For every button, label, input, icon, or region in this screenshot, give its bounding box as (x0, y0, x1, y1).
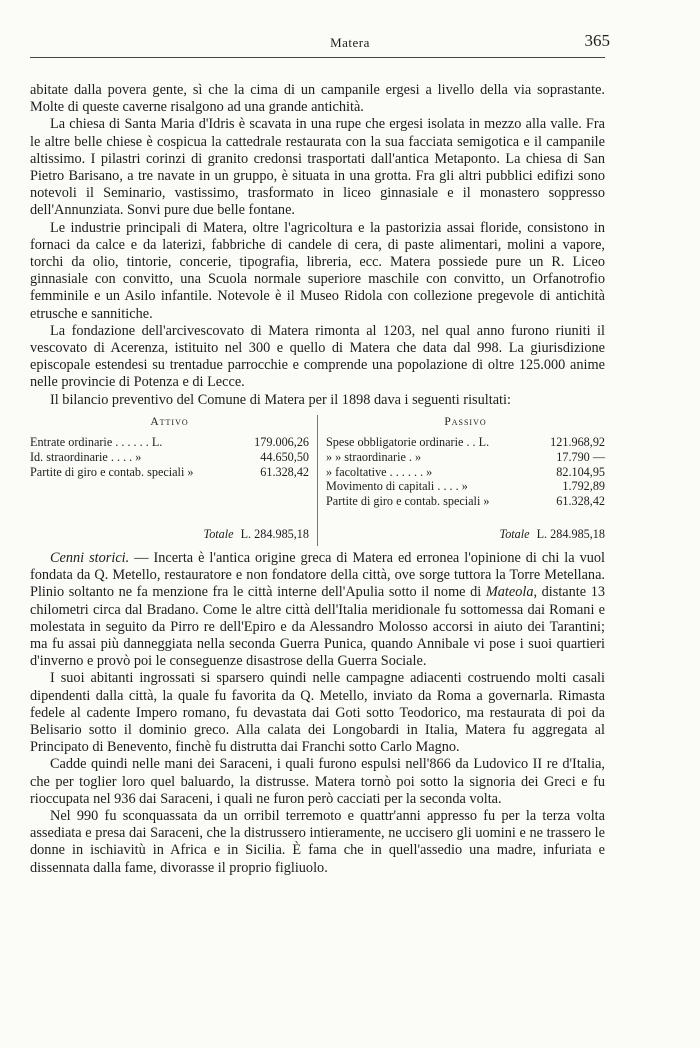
history-text-a: — Incerta è l'antica origine greca di Matera ed erronea l'opinione di chi la vuol fondata da Q. Metello, restauratore e non fondatore della città, ove sorge tuttora la Torre Metellana. Plinio soltanto ne fa menzione fra le città interne dell'Apulia sotto il nome di (30, 550, 605, 601)
history-text-b: , distante 13 chilometri circa dal Bradano. Come le altre città dell'Italia meridionale fu sottomessa dai Romani e molestata in seguito da Pirro re dell'Epiro e da Alessandro Molosso accorsi in aiuto dei Tarantini; ma fu assai più danneggiata nella seconda Guerra Punica, quando Annibale vi pose i suoi quartieri d'inverno e provò poi le conseguenze disastrose della Guerra Sociale. (30, 584, 605, 670)
attivo-total-label: Totale (203, 527, 234, 542)
budget-row-label: » » straordinarie . » (326, 450, 422, 465)
passivo-heading: Passivo (444, 415, 487, 428)
budget-row (30, 435, 309, 450)
budget-row (30, 450, 309, 465)
budget-row (30, 465, 309, 480)
budget-row (326, 450, 605, 465)
attivo-total (30, 527, 309, 546)
attivo-heading: Attivo (150, 415, 189, 428)
budget-row-label: Movimento di capitali . . . . » (326, 479, 468, 494)
budget-row-label: Id. straordinarie . . . . » (30, 450, 142, 465)
passivo-total-label: Totale (499, 527, 530, 542)
budget-row-label: » facoltative . . . . . . » (326, 464, 433, 479)
budget-row-amount: 44.650,50 (260, 450, 309, 465)
budget-row (326, 479, 605, 494)
paragraph-2: La chiesa di Santa Maria d'Idris è scavata in una rupe che ergesi isolata in mezzo alla valle. Fra le altre belle chiese è cospicua la cattedrale restaurata con la sua facciata semigotica e il campanile altissimo. I pilastri corinzi di granito credonsi trasportati dall'antica Metaponto. La chiesa di San Pietro Barisano, a tre navate in un gruppo, è situata in una grotta. Fra gli altri pubblici edifizi sono notevoli il Seminario, vastissimo, trasformato in liceo ginnasiale e il monastero soppresso dell'Annunziata. Sonvi pure due belle fontane. (30, 116, 605, 219)
budget-passivo-column (318, 415, 605, 546)
budget-table (30, 415, 605, 546)
page-number: 365 (584, 31, 610, 50)
budget-row-amount: 61.328,42 (260, 464, 309, 479)
paragraph-history (30, 550, 605, 670)
budget-row-amount: 121.968,92 (550, 435, 605, 450)
budget-row-amount: 82.104,95 (556, 464, 605, 479)
budget-attivo-column (30, 415, 318, 546)
passivo-total-value: L. 284.985,18 (536, 527, 605, 542)
budget-row-amount: 61.328,42 (556, 493, 605, 508)
paragraph-3: Le industrie principali di Matera, oltre l'agricoltura e la pastorizia assai floride, consistono in fornaci da calce e da laterizi, fabbriche di candele di cera, di paste alimentari, molini a vapore, torchi da olio, tintorie, concerie, tipografia, libreria, ecc. Matera possiede pure un R. Liceo ginnasiale con convitto, una Scuola normale superiore maschile con convitto, un Orfanotrofio femminile e un Asilo infantile. Notevole è il Museo Ridola con collezione pregevole di antichità etrusche e sannitiche. (30, 219, 605, 322)
paragraph-8: Cadde quindi nelle mani dei Saraceni, i quali furono espulsi nell'866 da Ludovico II re d'Italia, che per toglier loro quel baluardo, la distrusse. Matera tornò poi sotto la signoria dei Greci e fu rioccupata nel 936 dai Saraceni, i quali ne furon però cacciati per la seconda volta. (30, 756, 605, 807)
budget-row-amount: 1.792,89 (562, 479, 605, 494)
budget-row-label: Partite di giro e contab. speciali » (326, 493, 490, 508)
budget-row-label: Spese obbligatorie ordinarie . . L. (326, 435, 490, 450)
budget-row-label: Entrate ordinarie . . . . . . L. (30, 435, 163, 450)
paragraph-7: I suoi abitanti ingrossati si sparsero quindi nelle campagne adiacenti costruendo molti casali dipendenti dalla città, la quale fu favorita da Q. Metello, inviato da Roma a governarla. Rimasta fedele al cadente Impero romano, fu devastata dai Goti sotto Teodorico, ma restaurata di poi da Belisario sotto il dominio greco. Alla calata dei Longobardi in Italia, Matera fu aggregata al Principato di Benevento, finchè fu distrutta dai Franchi sotto Carlo Magno. (30, 670, 605, 756)
section-title: Cenni storici. (50, 550, 130, 567)
paragraph-4: La fondazione dell'arcivescovato di Matera rimonta al 1203, nel qual anno furono riuniti il vescovato di Acerenza, istituito nel 300 e quello di Matera che data dal 998. La giurisdizione episcopale estendesi su trentadue parrocchie e comprende una popolazione di oltre 125.000 anime nelle provincie di Potenza e di Lecce. (30, 322, 605, 391)
paragraph-1: abitate dalla povera gente, sì che la cima di un campanile ergesi a livello della via soprastante. Molte di queste caverne risalgono ad una grande antichità. (30, 82, 605, 116)
attivo-total-value: L. 284.985,18 (240, 527, 309, 542)
budget-row (326, 494, 605, 509)
budget-row (326, 465, 605, 480)
running-title: Matera (330, 35, 370, 50)
passivo-total (326, 527, 605, 546)
ancient-name: Mateola (485, 584, 534, 601)
budget-row-label: Partite di giro e contab. speciali » (30, 464, 194, 479)
budget-row (326, 435, 605, 450)
budget-row-amount: 179.006,26 (254, 435, 309, 450)
paragraph-5: Il bilancio preventivo del Comune di Matera per il 1898 dava i seguenti risultati: (50, 391, 511, 408)
budget-row-amount: 17.790 — (556, 450, 605, 465)
header-rule (30, 57, 605, 58)
body-text (30, 82, 605, 877)
paragraph-9: Nel 990 fu sconquassata da un orribil terremoto e quattr'anni appresso fu per la terza volta assediata e presa dai Saraceni, che la distrussero intieramente, ne uccisero gli uomini e ne trassero le donne in ischiavitù in Africa e in Sicilia. È fama che in quell'assedio una madre, infuriata e dissennata dalla fame, divorasse il proprio figliuolo. (30, 808, 605, 876)
